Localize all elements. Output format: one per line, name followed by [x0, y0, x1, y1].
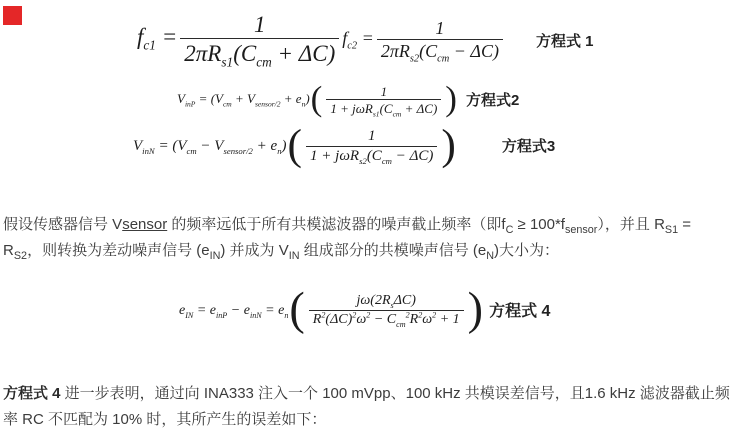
equation-3-label: 方程式3 — [501, 138, 556, 156]
fraction-denominator: $2\pi R_{s1}(C_{cm} + \Delta C)$ — [180, 38, 339, 67]
equation-fc1-lhs: $f_{c1}$ = — [137, 24, 178, 53]
equation-1 — [137, 11, 594, 70]
equation-vinp-lhs: $V_{inP} = (V_{cm} + V_{sensor/2} + e_n)$ — [177, 91, 310, 109]
equation-2 — [177, 78, 520, 119]
fraction-denominator: $R^2(\Delta C)^2\omega^2 - C_{cm}^2R^2\omega^2 + 1$ — [309, 310, 464, 329]
equation-1-label: 方程式 1 — [536, 32, 594, 50]
red-marker — [3, 6, 22, 25]
fraction-numerator: 1 — [435, 18, 445, 39]
equation-vinn: $V_{inN} = (V_{cm} - V_{sensor/2} + e_n)$( $\frac{1}{1 + j\omega R_{s2}(C_{cm} - \Delta C)}$ ) — [133, 120, 456, 169]
paragraph-line: 率 RC 不匹配为 10% 时，其所产生的误差如下： — [3, 411, 327, 428]
equation-ein-lhs: $e_{IN} = e_{inP} - e_{inN} = e_n$ — [179, 302, 289, 320]
equation-3 — [133, 120, 556, 169]
fraction-denominator: $1 + j\omega R_{s2}(C_{cm} - \Delta C)$ — [306, 146, 437, 166]
paragraph-sensor-assumption — [3, 212, 691, 264]
equation-vinn-lhs: $V_{inN} = (V_{cm} - V_{sensor/2} + e_n)$ — [133, 138, 287, 157]
equation-fc2 — [342, 18, 506, 65]
fraction-numerator: $j\omega(2R_s\Delta C)$ — [356, 293, 416, 310]
fraction-numerator: 1 — [367, 128, 376, 144]
equation-vinp: $V_{inP} = (V_{cm} + V_{sensor/2} + e_n)$( $\frac{1}{1 + j\omega R_{s1}(C_{cm} + \Delta C)}$ ) — [177, 78, 457, 119]
fraction-denominator: $1 + j\omega R_{s1}(C_{cm} + \Delta C)$ — [326, 99, 441, 116]
equation-4-label: 方程式 4 — [489, 303, 551, 320]
fraction — [306, 128, 437, 165]
equation-ein: $e_{IN} = e_{inP} - e_{inN} = e_n$( $\frac{j\omega(2R_s\Delta C)}{R^2(\Delta C)^2\omega^2 - C_{cm}^2R^2\omega^2 + 1}$ ) — [179, 282, 484, 334]
equation-2-label: 方程式2 — [465, 91, 520, 109]
fraction — [326, 84, 441, 117]
fraction-numerator: 1 — [380, 84, 388, 99]
equation-fc2-lhs: $f_{c2}$ = — [342, 28, 374, 52]
paragraph-line: 方程式 4 进一步表明，通过向 INA333 注入一个 100 mVpp、100 kHz 共模误差信号，且1.6 kHz 滤波器截止频 — [3, 385, 730, 402]
equation-fc1 — [137, 12, 342, 70]
equation-4 — [179, 282, 551, 334]
fraction-denominator: $2\pi R_{s2}(C_{cm} - \Delta C)$ — [377, 39, 503, 62]
fraction-numerator: 1 — [254, 12, 266, 37]
fraction — [309, 293, 464, 328]
fraction — [180, 11, 339, 70]
paragraph-line: $R_{S2}$，则转换为差动噪声信号 $(e_{IN})$ 并成为 $V_{IN}$ 组成部分的共模噪声信号 $(e_N)$大小为： — [3, 242, 560, 262]
fraction — [377, 18, 503, 65]
paragraph-line: 假设传感器信号 Vsensor 的频率远低于所有共模滤波器的噪声截止频率（即$f_C \ge 100*f_{sensor}$），并且 $R_{S1}$ = — [3, 216, 692, 236]
paragraph-equation4-conclusion — [3, 381, 730, 433]
